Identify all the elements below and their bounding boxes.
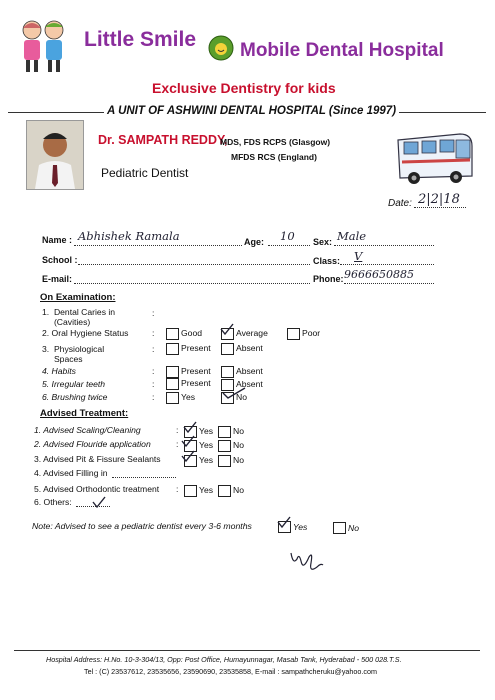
hospital-title-part2: Mobile Dental Hospital [240, 40, 444, 61]
kids-illustration [10, 18, 76, 74]
option-absent-label: Absent [236, 379, 263, 389]
treatment-item-others: 6. Others: [34, 497, 72, 507]
treatment-item-orthodontic: 5. Advised Orthodontic treatment [34, 484, 160, 494]
option-yes-label: Yes [293, 522, 308, 532]
sex-label: Sex: [313, 237, 333, 247]
date-label: Date: [388, 198, 412, 209]
date-value: 2|2|18 [418, 192, 460, 207]
option-good-label: Good [181, 328, 203, 338]
phone-field[interactable] [344, 283, 434, 284]
option-no-label: No [236, 392, 247, 402]
treatment-item-flouride: 2. Advised Flouride application [34, 439, 151, 449]
footer-contact: Tel : (C) 23537612, 23535656, 23590690, 23535858, E-mail : sampathcheruku@yahoo.com [84, 667, 377, 676]
option-no-label: No [348, 523, 359, 533]
option-present-label: Present [181, 378, 211, 388]
examination-heading: On Examination: [40, 292, 116, 303]
option-no-label: No [233, 440, 244, 450]
treatment-item-filling: 4. Advised Filling in [34, 468, 108, 478]
class-label: Class: [313, 256, 341, 266]
option-no-label: No [233, 426, 244, 436]
option-absent-label: Absent [236, 366, 263, 376]
checkbox-yes[interactable] [184, 485, 197, 497]
doctor-photo [26, 120, 84, 190]
checkmark-icon [277, 516, 291, 528]
exam-item-habits: 4. Habits [42, 366, 76, 376]
footer-rule [14, 650, 480, 651]
option-average-label: Average [236, 328, 268, 338]
unit-line: A UNIT OF ASHWINI DENTAL HOSPITAL (Since 1997) [104, 105, 399, 117]
exam-item-oral-hygiene: 2. Oral Hygiene Status [42, 328, 129, 338]
email-label: E-mail: [42, 274, 73, 284]
checkbox-yes[interactable] [166, 392, 179, 404]
name-value: Abhishek Ramala [78, 229, 180, 243]
treatment-item-pit-fissure: 3. Advised Pit & Fissure Sealants [34, 454, 161, 464]
option-no-label: No [233, 485, 244, 495]
doctor-qualifications-2: MFDS RCS (England) [231, 152, 317, 162]
checkbox-good[interactable] [166, 328, 179, 340]
option-yes-label: Yes [199, 426, 214, 436]
colon: : [152, 392, 155, 402]
checkbox-absent[interactable] [221, 343, 234, 355]
colon: : [152, 344, 155, 354]
option-yes-label: Yes [199, 485, 214, 495]
option-absent-label: Absent [236, 343, 263, 353]
checkbox-no[interactable] [218, 440, 231, 452]
class-field[interactable] [340, 264, 434, 265]
option-yes-label: Yes [181, 392, 196, 402]
age-label: Age: [244, 237, 264, 247]
colon: : [176, 484, 179, 494]
checkbox-no[interactable] [218, 485, 231, 497]
option-poor-label: Poor [302, 328, 321, 338]
doctor-specialty: Pediatric Dentist [101, 166, 189, 180]
exam-item-brushing-twice: 6. Brushing twice [42, 392, 108, 402]
phone-label: Phone: [313, 274, 344, 284]
colon: : [176, 439, 179, 449]
checkbox-present[interactable] [166, 343, 179, 355]
checkmark-icon [92, 496, 106, 508]
email-field[interactable] [74, 283, 310, 284]
doctor-qualifications-1: MDS, FDS RCPS (Glasgow) [220, 137, 331, 147]
sex-field[interactable] [334, 245, 434, 246]
age-field[interactable] [268, 245, 310, 246]
filling-field[interactable] [112, 477, 176, 478]
checkbox-absent[interactable] [221, 366, 234, 378]
option-no-label: No [233, 455, 244, 465]
colon: : [176, 425, 179, 435]
checkmark-icon [220, 323, 234, 335]
colon: : [152, 328, 155, 338]
sex-value: Male [337, 229, 367, 243]
treatment-item-scaling: 1. Advised Scaling/Cleaning [34, 425, 141, 435]
school-field[interactable] [78, 264, 310, 265]
name-field[interactable] [74, 245, 242, 246]
hospital-title-part1: Little Smile [84, 28, 197, 51]
checkbox-no[interactable] [218, 455, 231, 467]
logo-badge [208, 35, 234, 61]
colon: : [152, 379, 155, 389]
footer-address: Hospital Address: H.No. 10-3-304/13, Opp: Post Office, Humayunnagar, Masab Tank, Hyderabad - 500 028.T.S. [46, 655, 402, 664]
date-field[interactable] [414, 207, 466, 208]
checkbox-poor[interactable] [287, 328, 300, 340]
checkmark-icon [181, 450, 195, 462]
age-value: 10 [280, 229, 295, 243]
option-yes-label: Yes [199, 455, 214, 465]
phone-value: 9666650885 [344, 268, 414, 281]
bus-illustration [392, 128, 476, 188]
colon: : [152, 366, 155, 376]
class-value: V [354, 249, 363, 263]
doctor-signature [287, 545, 327, 577]
treatment-heading: Advised Treatment: [40, 408, 129, 419]
option-yes-label: Yes [199, 440, 214, 450]
checkbox-present[interactable] [166, 366, 179, 378]
school-label: School : [42, 255, 78, 265]
checkmark-icon [181, 435, 195, 447]
name-label: Name : [42, 235, 73, 245]
subtitle: Exclusive Dentistry for kids [152, 80, 336, 96]
option-present-label: Present [181, 343, 211, 353]
checkmark-icon [183, 421, 197, 433]
exam-item-dental-caries: 1. Dental Caries in (Cavities) [42, 307, 116, 327]
checkbox-no[interactable] [333, 522, 346, 534]
exam-item-physiological-spaces: 3. Physiological Spaces [42, 344, 105, 364]
checkmark-icon [222, 387, 246, 399]
option-present-label: Present [181, 366, 211, 376]
exam-item-irregular-teeth: 5. Irregular teeth [42, 379, 106, 389]
checkbox-present[interactable] [166, 378, 179, 390]
doctor-name: Dr. SAMPATH REDDY, [98, 133, 228, 147]
note-text: Note: Advised to see a pediatric dentist every 3-6 months [32, 521, 252, 531]
checkbox-no[interactable] [218, 426, 231, 438]
colon: : [152, 308, 155, 318]
